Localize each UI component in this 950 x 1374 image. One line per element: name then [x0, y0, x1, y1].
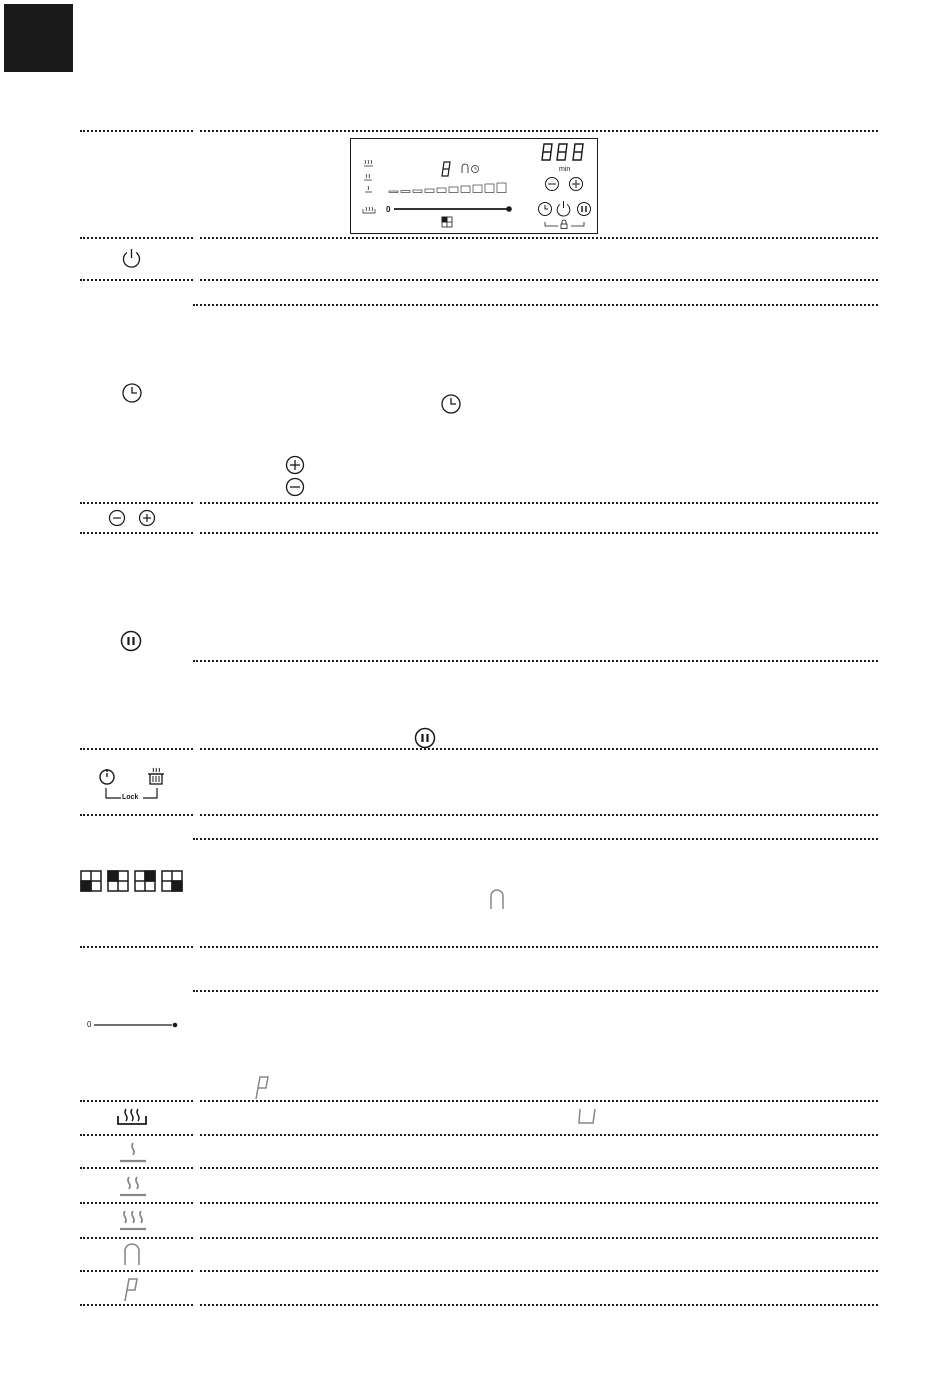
table-rule: [200, 748, 878, 750]
timer-digits-display: [542, 144, 583, 160]
table-rule: [200, 532, 878, 534]
table-rule: [80, 1202, 193, 1204]
control-panel-diagram: [350, 138, 598, 234]
table-rule: [80, 1167, 193, 1169]
table-rule: [80, 279, 193, 281]
table-rule: [200, 1304, 878, 1306]
power-icon: [121, 248, 143, 270]
table-rule: [200, 1270, 878, 1272]
heat-low-icon: [118, 1139, 148, 1165]
clock-icon: [121, 382, 143, 404]
table-rule: [200, 502, 878, 504]
table-rule: [200, 1167, 878, 1169]
table-rule: [80, 532, 193, 534]
timer-unit-label: min: [559, 166, 571, 173]
table-rule: [200, 130, 878, 132]
table-rule: [80, 1134, 193, 1136]
residual-heat-icon-inline: [488, 888, 506, 910]
slider-zero-label: 0: [87, 1020, 92, 1029]
boost-p-icon: [121, 1276, 143, 1302]
power-slider-max-dot: [506, 206, 512, 212]
table-rule: [200, 1237, 878, 1239]
zone-selector-icon: [80, 870, 190, 894]
table-rule: [200, 1134, 878, 1136]
boost-p-icon-inline: [252, 1074, 272, 1100]
table-rule: [80, 502, 193, 504]
pause-button: [578, 203, 591, 216]
clock-icon-inline: [440, 393, 462, 415]
zone-selector-small: [442, 217, 452, 227]
heat-mid-icon: [118, 1173, 148, 1199]
zone-digit-display: [442, 162, 450, 176]
lock-label: Lock: [122, 794, 139, 801]
plus-circle-icon: [285, 455, 305, 475]
table-rule: [193, 304, 878, 306]
keep-warm-icon: [115, 1106, 151, 1128]
slider-zero-label: 0: [386, 205, 391, 214]
table-rule: [80, 1100, 193, 1102]
pause-icon: [120, 630, 142, 652]
pause-icon-inline: [414, 727, 436, 749]
plus-circle-icon: [138, 509, 156, 527]
table-rule: [80, 130, 193, 132]
table-rule: [80, 946, 193, 948]
slider-icon: [92, 1020, 182, 1030]
table-rule: [200, 237, 878, 239]
table-rule: [80, 1237, 193, 1239]
power-level-bars: [389, 183, 506, 193]
minus-circle-icon: [108, 509, 126, 527]
table-rule: [200, 279, 878, 281]
table-rule: [80, 1304, 193, 1306]
table-rule: [200, 814, 878, 816]
table-rule: [193, 838, 878, 840]
minus-circle-icon: [285, 477, 305, 497]
table-rule: [200, 946, 878, 948]
table-rule: [193, 660, 878, 662]
residual-heat-indicator: [462, 164, 468, 173]
control-panel-drawing: [351, 139, 597, 233]
table-rule: [200, 1202, 878, 1204]
table-rule: [80, 1270, 193, 1272]
lock-bracket: [545, 220, 584, 229]
table-rule: [80, 748, 193, 750]
heat-level-icons: [363, 160, 375, 213]
heat-high-icon: [118, 1207, 148, 1233]
pan-missing-icon-inline: [576, 1108, 598, 1126]
table-rule: [80, 237, 193, 239]
residual-heat-icon: [122, 1242, 142, 1266]
section-tab-marker: [4, 4, 73, 72]
table-rule: [80, 814, 193, 816]
table-rule: [193, 990, 878, 992]
table-rule: [200, 1100, 878, 1102]
